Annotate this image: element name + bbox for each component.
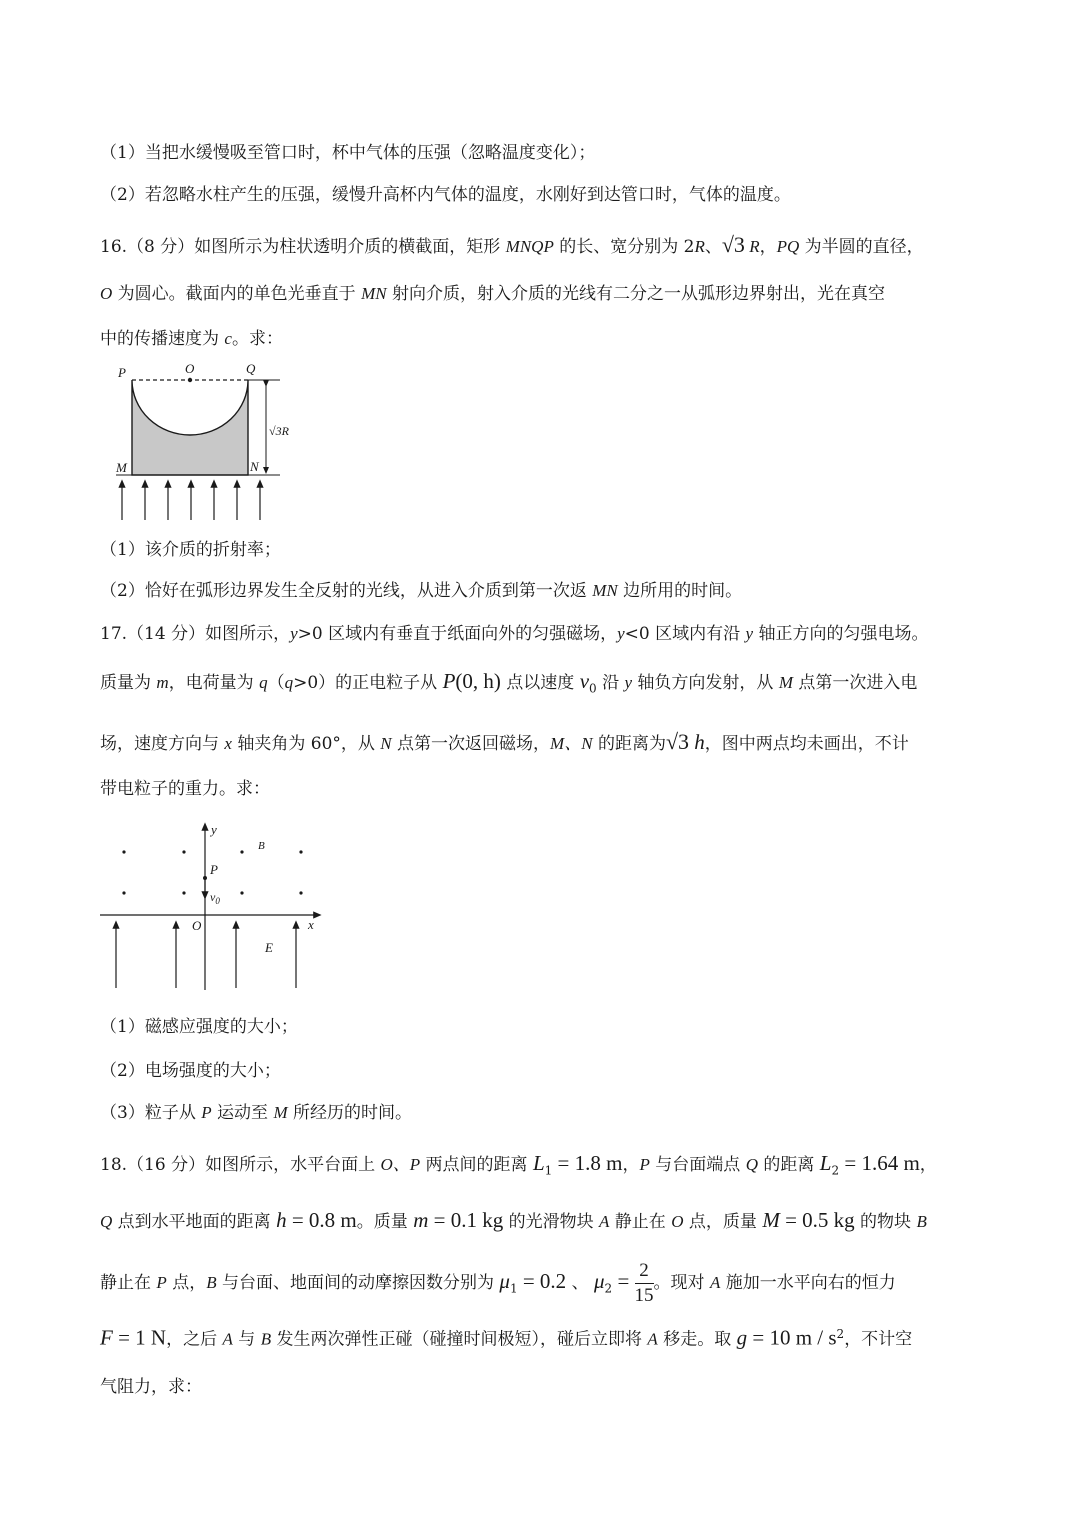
q16-line1: 16.（8 分）如图所示为柱状透明介质的横截面，矩形 MNQP 的长、宽分别为 2R、√3 R，PQ 为半圆的直径，: [100, 232, 924, 257]
q18-line1: 18.（16 分）如图所示，水平台面上 O、P 两点间的距离 $L_1 = 1.8$ m，P 与台面端点 Q 的距离 $L_2 = 1.64$ m，: [100, 1151, 937, 1178]
label-v: $v_0$: [210, 890, 220, 906]
q15-sub1: （1）当把水缓慢吸至管口时，杯中气体的压强（忽略温度变化）；: [100, 143, 596, 163]
label-dim: √3R: [269, 424, 289, 438]
q17-line1: 17.（14 分）如图所示，y>0 区域内有垂直于纸面向外的匀强磁场，y<0 区域内有沿 y 轴正方向的匀强电场。: [100, 624, 929, 644]
label-o: O: [185, 361, 195, 376]
sqrt3-symbol: √3: [665, 729, 690, 754]
q16-line3: 中的传播速度为 c。求：: [100, 329, 283, 349]
fraction-2-15: $\frac{2}{15}$: [634, 1260, 654, 1306]
q16-sub1: （1）该介质的折射率；: [100, 540, 281, 560]
q18-line2: Q 点到水平地面的距离 h = 0.8 m。质量 m = 0.1 kg 的光滑物块 A 静止在 O 点，质量 M = 0.5 kg 的物块 B: [100, 1208, 927, 1232]
q17-line3: 场，速度方向与 x 轴夹角为 60°，从 N 点第一次返回磁场，M、N 的距离为√3 h，图中两点均未画出，不计: [100, 729, 909, 754]
q17-line4: 带电粒子的重力。求：: [100, 779, 270, 799]
q17-sub2: （2）电场强度的大小；: [100, 1061, 281, 1081]
q18-line4: F = 1 N，之后 A 与 B 发生两次弹性正碰（碰撞时间极短），碰后立即将 A 移走。取 g = 10 m / $s^2$，不计空: [100, 1325, 913, 1350]
q18-line3: 静止在 P 点，B 与台面、地面间的动摩擦因数分别为 $\mu_1 = 0.2$ 、 $\mu_2$ = $\frac{2}{15}$ 。现对 A 施加一水平向右的恒力: [100, 1260, 896, 1306]
q16-figure: [108, 360, 308, 535]
label-x: x: [308, 917, 314, 932]
q17-figure: [100, 820, 340, 995]
center-point-o: [188, 378, 192, 382]
label-y: y: [211, 822, 217, 837]
label-b: B: [258, 840, 265, 852]
label-p: P: [118, 365, 126, 380]
incident-light-arrows: [122, 483, 260, 520]
electric-field-arrows: [116, 924, 296, 988]
q18-line5: 气阻力，求：: [100, 1377, 202, 1397]
label-o: O: [192, 918, 202, 933]
q17-line2: 质量为 m，电荷量为 q（q>0）的正电粒子从 P(0, h) 点以速度 $v_0$ 沿 y 轴负方向发射，从 M 点第一次进入电: [100, 669, 918, 696]
label-n: N: [250, 459, 259, 474]
label-q: Q: [246, 361, 256, 376]
label-m: M: [116, 460, 127, 475]
label-e: E: [265, 940, 273, 955]
point-p: [203, 876, 207, 880]
medium-shape: [132, 380, 248, 475]
label-p: P: [210, 862, 218, 877]
sqrt3-symbol: √3: [721, 232, 745, 257]
q16-line2: O 为圆心。截面内的单色光垂直于 MN 射向介质，射入介质的光线有二分之一从弧形边界射出，光在真空: [100, 284, 885, 304]
q15-sub2: （2）若忽略水柱产生的压强，缓慢升高杯内气体的温度，水刚好到达管口时，气体的温度。: [100, 185, 791, 205]
q16-sub2: （2）恰好在弧形边界发生全反射的光线，从进入介质到第一次返 MN 边所用的时间。: [100, 581, 743, 601]
q17-sub1: （1）磁感应强度的大小；: [100, 1017, 298, 1037]
q17-sub3: （3）粒子从 P 运动至 M 所经历的时间。: [100, 1103, 413, 1123]
